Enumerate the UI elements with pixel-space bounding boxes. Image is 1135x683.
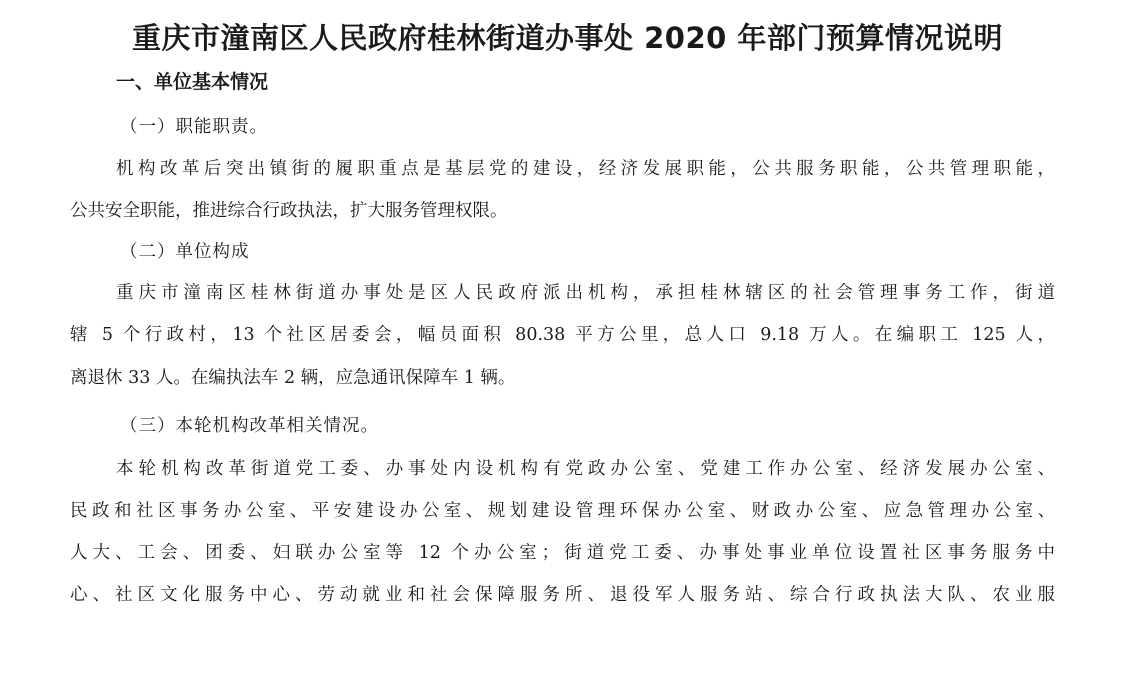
paragraph-line: 离退休 33 人。在编执法车 2 辆，应急通讯保障车 1 辆。: [70, 368, 516, 388]
paragraph-line: 心、社区文化服务中心、劳动就业和社会保障服务所、退役军人服务站、综合行政执法大队、农业服: [70, 585, 1055, 605]
paragraph-line: 辖 5 个行政村，13 个社区居委会，幅员面积 80.38 平方公里，总人口 9.18 万人。在编职工 125 人，: [70, 325, 1055, 345]
paragraph-line: 重庆市潼南区桂林街道办事处是区人民政府派出机构，承担桂林辖区的社会管理事务工作，街道: [116, 283, 1055, 303]
paragraph-line: 本轮机构改革街道党工委、办事处内设机构有党政办公室、党建工作办公室、经济发展办公室、: [116, 459, 1055, 479]
subsection-heading-functions: （一）职能职责。: [120, 117, 268, 137]
subsection-heading-reform: （三）本轮机构改革相关情况。: [120, 416, 379, 436]
paragraph-line: 民政和社区事务办公室、平安建设办公室、规划建设管理环保办公室、财政办公室、应急管理办公室、: [70, 501, 1055, 521]
document-title: 重庆市潼南区人民政府桂林街道办事处 2020 年部门预算情况说明: [132, 21, 1003, 55]
subsection-heading-composition: （二）单位构成: [120, 242, 250, 262]
section-heading-basic-info: 一、单位基本情况: [116, 71, 269, 93]
paragraph-line: 人大、工会、团委、妇联办公室等 12 个办公室；街道党工委、办事处事业单位设置社区事务服务中: [70, 543, 1055, 563]
paragraph-line: 公共安全职能，推进综合行政执法，扩大服务管理权限。: [70, 201, 508, 221]
paragraph-line: 机构改革后突出镇街的履职重点是基层党的建设，经济发展职能，公共服务职能，公共管理职能，: [116, 159, 1055, 179]
